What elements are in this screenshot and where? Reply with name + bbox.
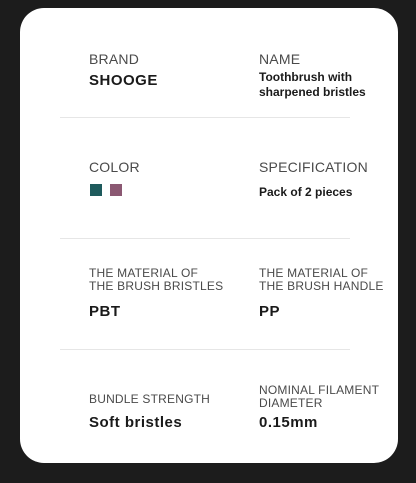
specification-label: SPECIFICATION <box>259 159 368 175</box>
bundle-strength-value: Soft bristles <box>89 414 183 431</box>
name-value: Toothbrush with sharpened bristles <box>259 70 366 99</box>
color-label: COLOR <box>89 159 140 175</box>
bristle-material-label: THE MATERIAL OF THE BRUSH BRISTLES <box>89 266 224 293</box>
filament-diameter-label: NOMINAL FILAMENT DIAMETER <box>259 383 380 410</box>
color-swatch-teal <box>90 184 102 196</box>
name-label: NAME <box>259 51 301 67</box>
handle-material-label: THE MATERIAL OF THE BRUSH HANDLE <box>259 266 384 293</box>
color-swatch-mauve <box>110 184 122 196</box>
bundle-strength-label: BUNDLE STRENGTH <box>89 392 211 406</box>
divider <box>60 349 350 350</box>
bristle-material-value: PBT <box>89 303 121 320</box>
filament-diameter-value: 0.15mm <box>259 414 318 431</box>
handle-material-value: PP <box>259 303 281 320</box>
divider <box>60 238 350 239</box>
brand-value: SHOOGE <box>89 72 158 89</box>
brand-label: BRAND <box>89 51 140 67</box>
specification-value: Pack of 2 pieces <box>259 185 353 199</box>
divider <box>60 117 350 118</box>
product-spec-card <box>20 8 398 463</box>
